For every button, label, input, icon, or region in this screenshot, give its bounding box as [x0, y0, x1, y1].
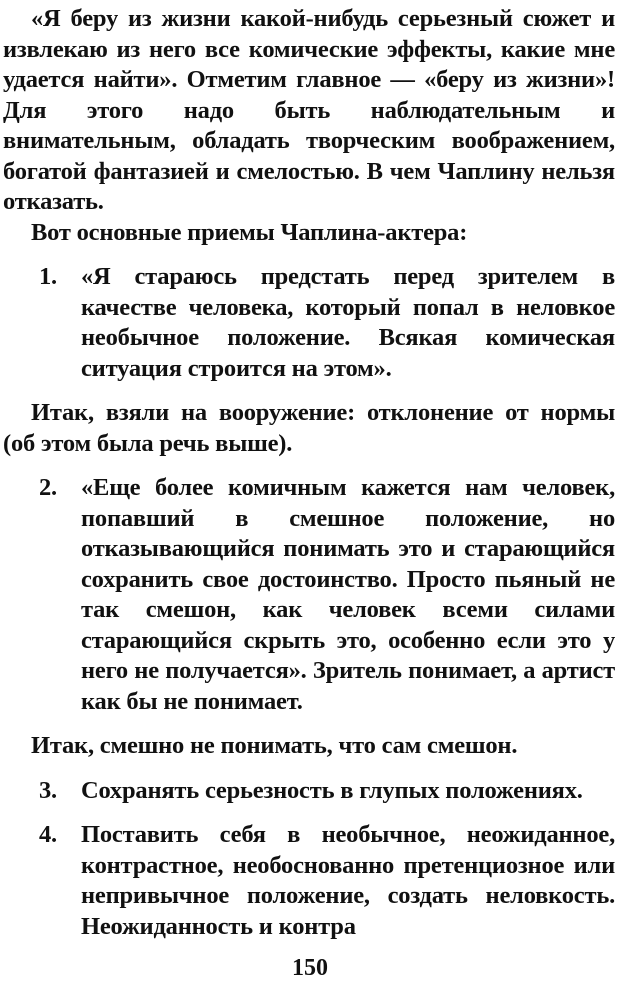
- list-item-3: [3, 776, 615, 807]
- list-number: 1.: [39, 263, 57, 290]
- paragraph-techniques-intro: Вот основные приемы Чаплина-актера:: [31, 218, 468, 246]
- list-item-text: Сохранять серьезность в глупых положениях.: [81, 776, 583, 804]
- paragraph-chaplin-quote: «Я беру из жизни какой-нибудь серьезный сюжет и извлекаю из него все комические эффекты, какие мне удается найти». Отметим главное — «беру из жизни»! Для этого надо быть наблюдательным и внимательным, обладать творческим воображением, богатой фантазией и смелостью. В чем Чаплину нельзя отказать.: [3, 5, 615, 215]
- page-body: [3, 4, 615, 942]
- list-number: 4.: [39, 821, 57, 848]
- list-item-1: [3, 262, 615, 384]
- list-item-text: Поставить себя в необычное, неожиданное, контрастное, необоснованно претенциозное или непривычное положение, создать неловкость. Неожиданность и контра: [81, 821, 615, 940]
- list-number: 2.: [39, 474, 57, 501]
- page-number: 150: [292, 955, 328, 981]
- list-item-text: «Я стараюсь предстать перед зрителем в качестве человека, который попал в неловкое необычное положение. Всякая комическая ситуация строится на этом».: [81, 263, 615, 382]
- list-item-text: «Еще более комичным кажется нам человек, попавший в смешное положение, но отказывающийся понимать это и старающийся сохранить свое достоинство. Просто пьяный не так смешон, как человек всеми силами старающийся скрыть это, особенно если это у него не получается». Зритель понимает, а артист как бы не понимает.: [81, 474, 615, 715]
- paragraph-funny-not-understanding: Итак, смешно не понимать, что сам смешон.: [31, 732, 518, 759]
- list-number: 3.: [39, 776, 57, 804]
- list-item-4: [3, 820, 615, 942]
- paragraph-deviation-norm: Итак, взяли на вооружение: отклонение от нормы (об этом была речь выше).: [3, 399, 615, 457]
- list-item-2: [3, 473, 615, 717]
